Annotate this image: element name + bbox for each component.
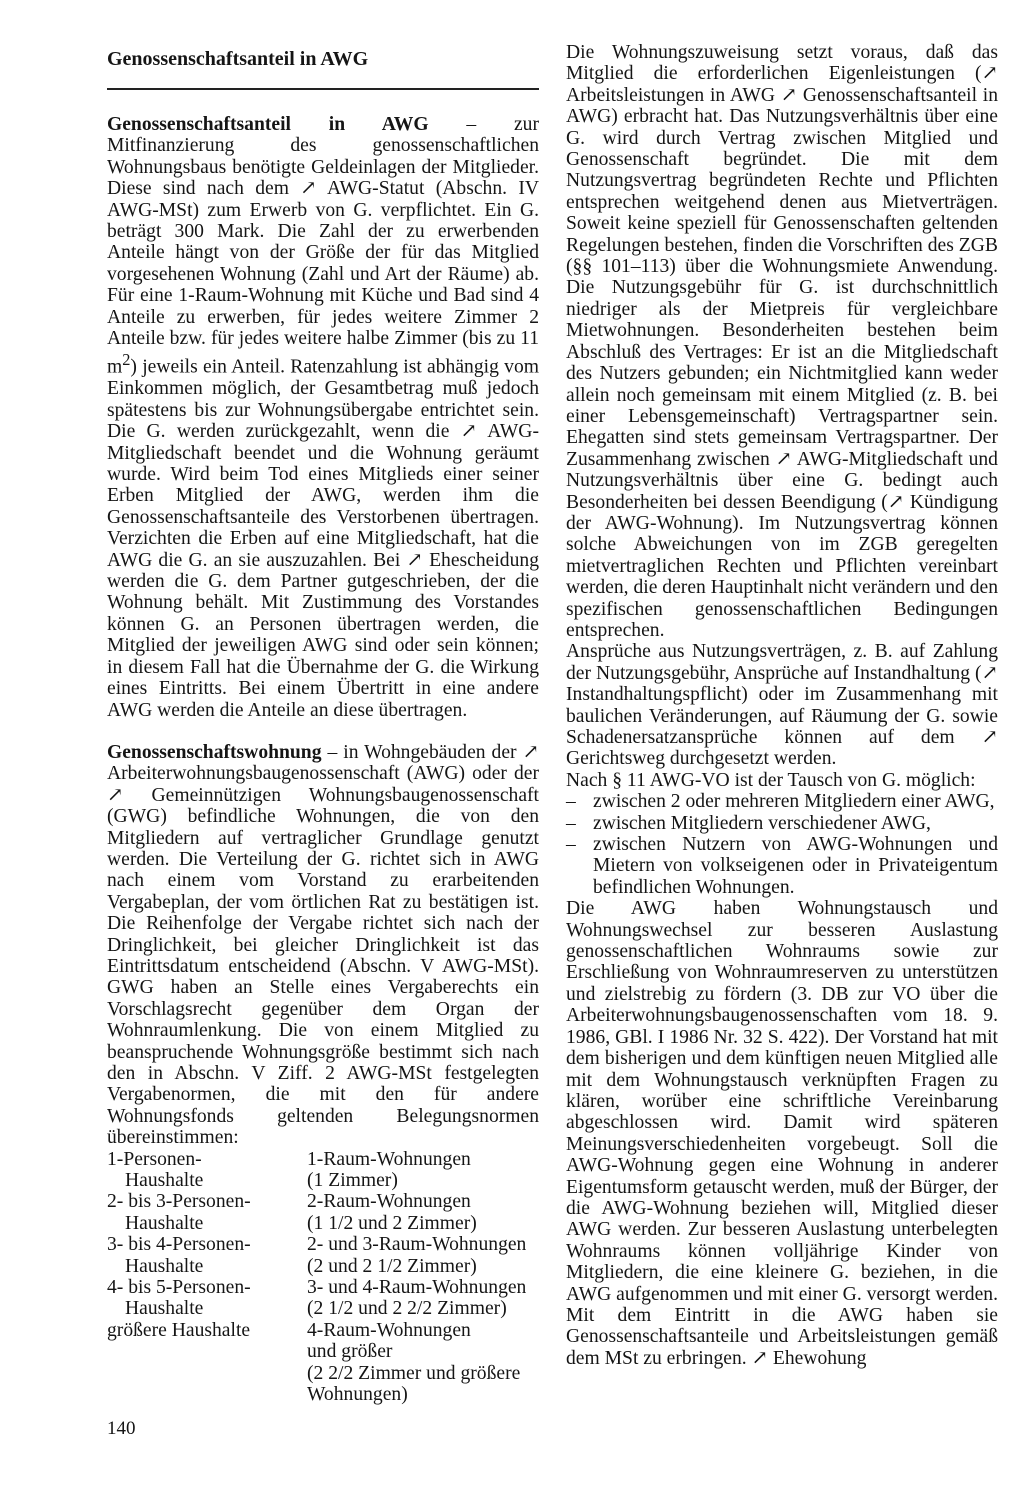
- cross-reference-arrow-icon: ↗: [460, 421, 478, 443]
- table-cell-household: Haushalte: [125, 1255, 204, 1277]
- cross-reference-arrow-icon: ↗: [775, 448, 793, 470]
- table-cell-apartment: Wohnungen): [307, 1384, 408, 1406]
- cross-reference-arrow-icon: ↗: [981, 63, 998, 85]
- header-rule: [107, 88, 539, 90]
- table-cell-apartment: (2 2/2 Zimmer und größere: [307, 1362, 521, 1384]
- cross-reference-arrow-icon: ↗: [300, 178, 317, 200]
- cross-reference-arrow-icon: ↗: [887, 491, 905, 513]
- allocation-norms-table: [107, 1149, 539, 1406]
- list-item: – zwischen Nutzern von AWG-Wohnungen und Mietern von volkseigenen oder in Privateigentum befindlichen Wohnungen.: [566, 834, 998, 898]
- cross-reference-arrow-icon: ↗: [107, 784, 124, 806]
- table-cell-apartment: (2 und 2 1/2 Zimmer): [307, 1255, 477, 1277]
- table-cell-household: 4- bis 5-Personen-: [107, 1277, 251, 1299]
- list-item: – zwischen 2 oder mehreren Mitgliedern einer AWG,: [566, 791, 998, 812]
- table-cell-household: größere Haushalte: [107, 1319, 251, 1341]
- table-cell-household: Haushalte: [125, 1212, 204, 1234]
- paragraph-ansprueche: Ansprüche aus Nutzungsverträgen, z. B. auf Zahlung der Nutzungsgebühr, Ansprüche auf Instandhaltung (↗ Instandhaltungspflicht) oder im Zusammenhang mit baulichen Veränderungen, auf Räumung der G. sowie Schadenersatzansprüche können auf dem ↗ Gerichtsweg durchgesetzt werden.: [566, 641, 998, 770]
- cross-reference-arrow-icon: ↗: [981, 662, 998, 684]
- table-cell-household: 3- bis 4-Personen-: [107, 1234, 251, 1256]
- table-cell-apartment: und größer: [307, 1341, 393, 1363]
- cross-reference-arrow-icon: ↗: [406, 549, 423, 571]
- table-cell-apartment: (1 Zimmer): [307, 1170, 398, 1192]
- table-cell-household: 2- bis 3-Personen-: [107, 1191, 251, 1213]
- exchange-list: [566, 791, 998, 898]
- table-cell-apartment: 3- und 4-Raum-Wohnungen: [307, 1277, 527, 1299]
- table-cell-apartment: (2 1/2 und 2 2/2 Zimmer): [307, 1298, 507, 1320]
- table-cell-apartment: (1 1/2 und 2 Zimmer): [307, 1212, 477, 1234]
- left-column: [107, 42, 539, 1406]
- cross-reference-arrow-icon: ↗: [751, 1347, 768, 1369]
- paragraph-tausch: Nach § 11 AWG-VO ist der Tausch von G. möglich:: [566, 769, 976, 791]
- entry-term: Genossenschaftswohnung: [107, 741, 322, 763]
- paragraph-nutzungsverhaeltnis: Die Wohnungszuweisung setzt voraus, daß das Mitglied die erforderlichen Eigenleistungen (↗ Arbeitsleistungen in AWG ↗ Genossenschaftsanteil in AWG) erbracht hat. Das Nutzungsverhältnis über eine G. wird durch Vertrag zwischen Mitglied und Genossenschaft begründet. Die mit dem Nutzungsvertrag begründeten Rechte und Pflichten entsprechen weitgehend denen aus Mietverträgen. Soweit keine speziell für Genossenschaften geltenden Regelungen bestehen, finden die Vorschriften des ZGB (§§ 101–113) über die Wohnungsmiete Anwendung. Die Nutzungsgebühr für G. ist durchschnittlich niedriger als der Mietpreis für vergleichbare Mietwohnungen. Besonderheiten bestehen beim Abschluß des Vertrages: Er ist an die Mitgliedschaft des Nutzers gebunden; ein Nichtmitglied kann weder allein noch gemeinsam mit einem Mitglied (z. B. bei einer Lebensgemeinschaft) Vertragspartner sein. Ehegatten sind stets gemeinsam Vertragspartner. Der Zusammenhang zwischen ↗ AWG-Mitgliedschaft und Nutzungsverhältnis über eine G. bedingt auch Besonderheiten bei dessen Beendigung (↗ Kündigung der AWG-Wohnung). Im Nutzungsvertrag können solche Abweichungen von im ZGB geregelten mietvertraglichen Rechten und Pflichten vereinbart werden, die deren Hauptinhalt nicht verändern und den spezifischen genossenschaftlichen Bedingungen entsprechen.: [566, 42, 999, 641]
- table-cell-household: Haushalte: [125, 1298, 204, 1320]
- table-cell-apartment: 1-Raum-Wohnungen: [307, 1148, 471, 1170]
- cross-reference-arrow-icon: ↗: [522, 741, 539, 763]
- cross-reference-arrow-icon: ↗: [981, 727, 998, 748]
- entry-term: Genossenschaftsanteil in AWG: [107, 114, 429, 135]
- cross-reference-arrow-icon: ↗: [780, 84, 798, 106]
- list-item: – zwischen Mitgliedern verschiedener AWG,: [566, 813, 998, 834]
- table-cell-apartment: 2- und 3-Raum-Wohnungen: [307, 1234, 527, 1256]
- right-column: [566, 42, 998, 1369]
- entry-genossenschaftswohnung: Genossenschaftswohnung – in Wohngebäuden der ↗ Arbeiterwohnungsbaugenossenschaft (AWG) oder der ↗ Gemeinnützigen Wohnungsbaugenossenschaft (GWG) befindliche Wohnungen, die von den Mitgliedern auf vertraglicher Grundlage genutzt werden. Die Verteilung der G. richtet sich in AWG nach einem vom Vorstand zu erarbeitenden Vergabeplan, der vom örtlichen Rat zu bestätigen ist. Die Reihenfolge der Vergabe richtet sich nach der Dringlichkeit, bei gleicher Dringlichkeit ist das Eintrittsdatum entscheidend (Abschn. V AWG-MSt). GWG haben an Stelle eines Vergaberechts ein Vorschlagsrecht gegenüber dem Organ der Wohnraumlenkung. Die von einem Mitglied zu beanspruchende Wohnungsgröße bestimmt sich nach den in Abschn. V Ziff. 2 AWG-MSt festgelegten Vergabenormen, die mit den für andere Wohnungsfonds geltenden Belegungsnormen übereinstimmen:: [107, 741, 539, 1149]
- running-head: Genossenschaftsanteil in AWG: [107, 48, 369, 70]
- table-cell-household: 1-Personen-: [107, 1148, 202, 1170]
- entry-genossenschaftsanteil: Genossenschaftsanteil in AWG – zur Mitfinanzierung des genossenschaftlichen Wohnungsbaus benötigte Geldeinlagen der Mitglieder. Diese sind nach dem ↗ AWG-Statut (Abschn. IV AWG-MSt) zum Erwerb von G. verpflichtet. Ein G. beträgt 300 Mark. Die Zahl der zu erwerbenden Anteile hängt von der Größe der für das Mitglied vorgesehenen Wohnung (Zahl und Art der Räume) ab. Für eine 1-Raum-Wohnung mit Küche und Bad sind 4 Anteile zu erwerben, für jedes weitere Zimmer 2 Anteile bzw. für jedes weitere halbe Zimmer (bis zu 11 $m^2$) jeweils ein Anteil. Ratenzahlung ist abhängig vom Einkommen möglich, der Gesamtbetrag muß jedoch spätestens bis zur Wohnungsübergabe entrichtet sein. Die G. werden zurückgezahlt, wenn die ↗ AWG-Mitgliedschaft beendet und die Wohnung geräumt wurde. Wird beim Tod eines Mitglieds einer seiner Erben Mitglied der AWG, werden ihm die Genossenschaftsanteile des Verstorbenen übertragen. Verzichten die Erben auf eine Mitgliedschaft, hat die AWG die G. an sie auszuzahlen. Bei ↗ Ehescheidung werden die G. dem Partner gutgeschrieben, der die Wohnung behält. Mit Zustimmung des Vorstandes können G. an Personen übertragen werden, die Mitglied der jeweiligen AWG sind oder sein können; in diesem Fall hat die Übernahme der G. die Wirkung eines Eintritts. Bei einem Übertritt in eine andere AWG werden die Anteile an diese übertragen.: [107, 114, 540, 721]
- table-cell-apartment: 4-Raum-Wohnungen: [307, 1319, 471, 1341]
- page-number: 140: [107, 1418, 136, 1439]
- table-cell-apartment: 2-Raum-Wohnungen: [307, 1191, 471, 1213]
- table-cell-household: Haushalte: [125, 1170, 204, 1192]
- paragraph-wohnungstausch: Die AWG haben Wohnungstausch und Wohnungswechsel zur besseren Auslastung genossenschaftlichen Wohnraums sowie zur Erschließung von Wohnraumreserven zu unterstützen und zielstrebig zu fördern (3. DB zur VO über die Arbeiterwohnungsbaugenossenschaften vom 18. 9. 1986, GBl. I 1986 Nr. 32 S. 422). Der Vorstand hat mit dem bisherigen und dem künftigen neuen Mitglied alle mit dem Wohnungstausch verknüpften Fragen zu klären, worüber eine schriftliche Vereinbarung abgeschlossen wird. Damit wird späteren Meinungsverschiedenheiten vorgebeugt. Soll die AWG-Wohnung gegen eine Wohnung in anderer Eigentumsform getauscht werden, muß der Bürger, der die AWG-Wohnung beziehen will, Mitglied dieser AWG werden. Zur besseren Auslastung unterbelegten Wohnraums können volljährige Kinder von Mitgliedern, die eine kleinere G. beziehen, in die AWG aufgenommen und mit einer G. versorgt werden. Mit dem Eintritt in die AWG haben sie Genossenschaftsanteile und Arbeitsleistungen gemäß dem MSt zu erbringen. ↗ Ehewohung: [566, 898, 998, 1369]
